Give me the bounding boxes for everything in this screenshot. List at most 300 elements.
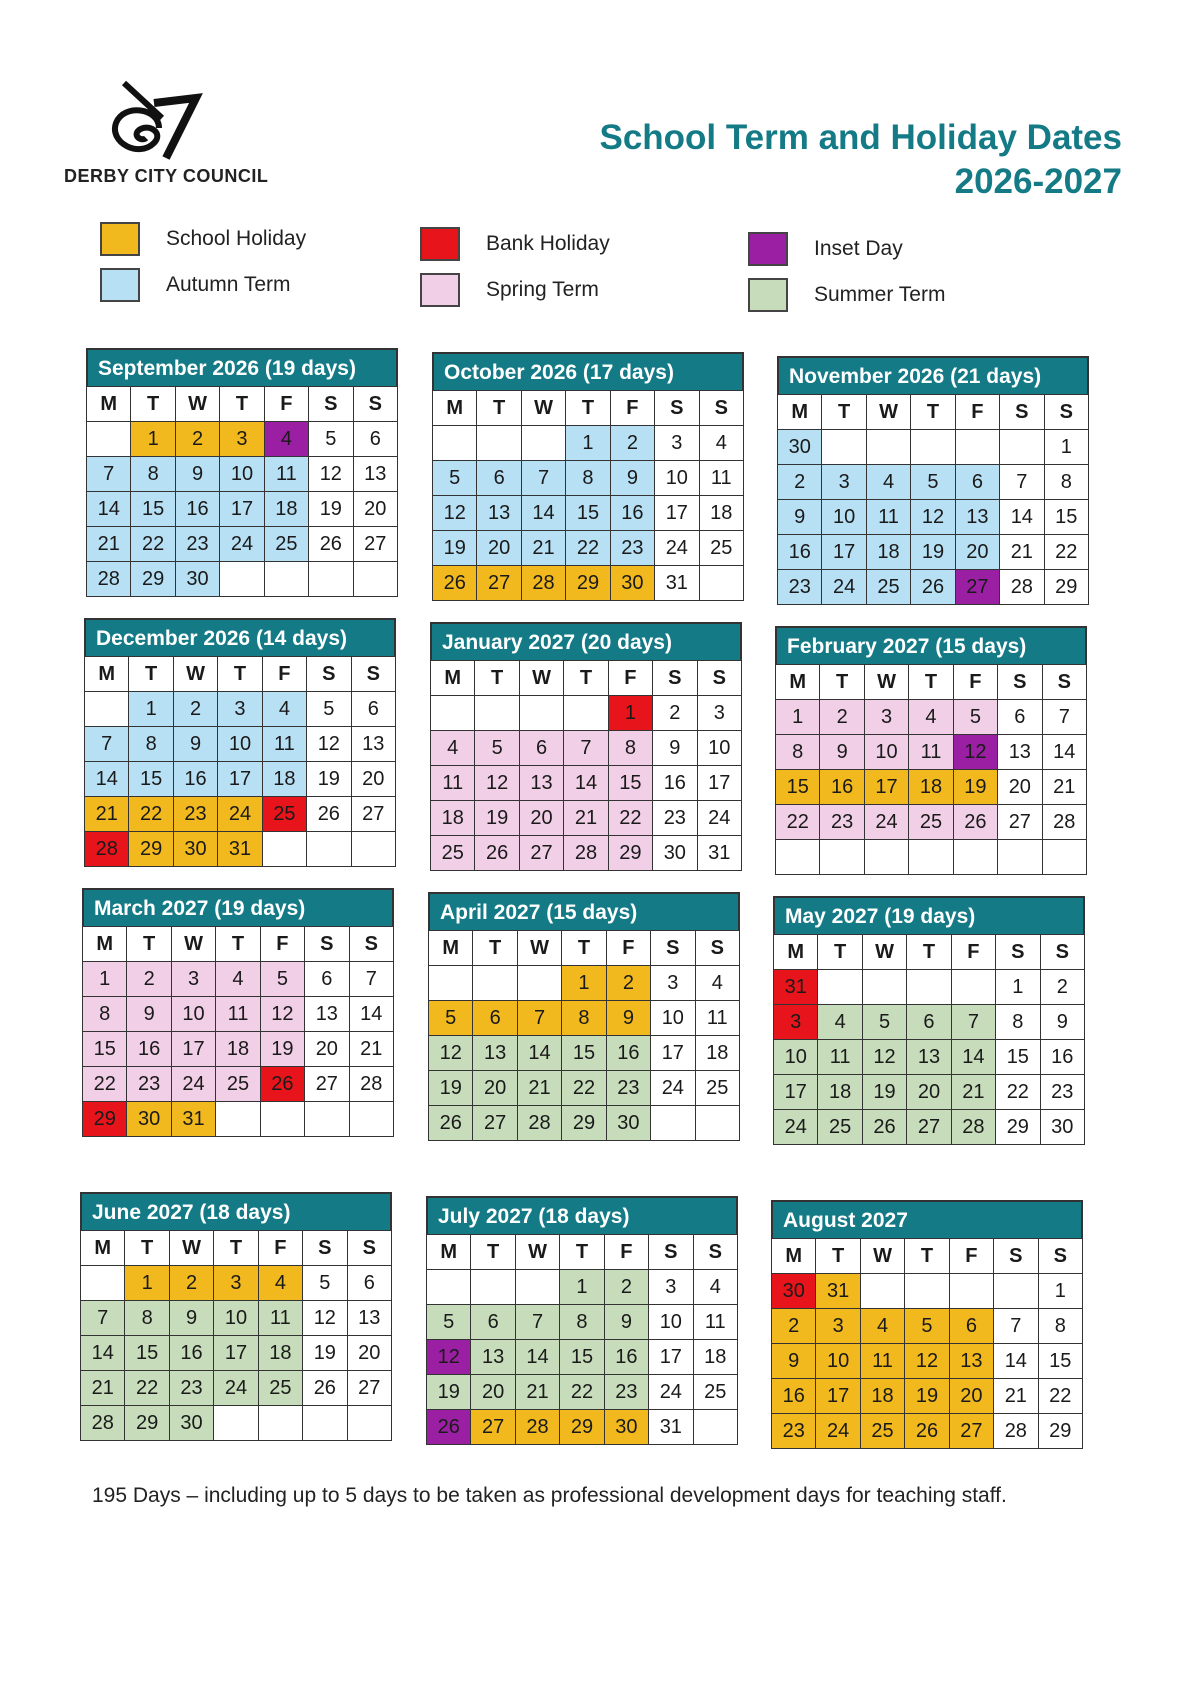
- day-cell: [429, 966, 473, 1001]
- day-cell: 12: [862, 1040, 906, 1075]
- day-cell: 20: [519, 801, 563, 836]
- month-table: [430, 660, 742, 871]
- weekday-header: W: [521, 391, 565, 426]
- day-cell: 18: [909, 770, 953, 805]
- weekday-header: S: [305, 927, 349, 962]
- day-cell: 20: [949, 1379, 993, 1414]
- day-cell: 17: [218, 762, 262, 797]
- day-cell: 17: [864, 770, 908, 805]
- day-cell: 23: [653, 801, 697, 836]
- day-cell: 6: [519, 731, 563, 766]
- day-cell: 26: [307, 797, 351, 832]
- day-cell: [860, 1274, 904, 1309]
- day-cell: 27: [347, 1371, 391, 1406]
- weekday-header: T: [218, 657, 262, 692]
- weekday-header: S: [1040, 935, 1084, 970]
- day-cell: 29: [562, 1106, 606, 1141]
- day-cell: 30: [127, 1102, 171, 1137]
- day-cell: 10: [774, 1040, 818, 1075]
- weekday-header: W: [175, 387, 219, 422]
- month-calendar: [428, 892, 740, 1141]
- day-cell: 9: [175, 457, 219, 492]
- weekday-header: S: [309, 387, 353, 422]
- day-cell: 16: [175, 492, 219, 527]
- week-row: [776, 735, 1087, 770]
- day-cell: 20: [998, 770, 1042, 805]
- day-cell: 9: [169, 1301, 213, 1336]
- day-cell: 23: [610, 531, 654, 566]
- day-cell: 6: [353, 422, 397, 457]
- day-cell: [303, 1406, 347, 1441]
- day-cell: 14: [994, 1344, 1038, 1379]
- day-cell: 26: [475, 836, 519, 871]
- legend-label: Autumn Term: [166, 273, 291, 296]
- legend-inset-day: [748, 232, 903, 266]
- day-cell: 22: [776, 805, 820, 840]
- day-cell: 25: [216, 1067, 260, 1102]
- day-cell: 13: [907, 1040, 951, 1075]
- day-cell: 2: [606, 966, 650, 1001]
- day-cell: 21: [349, 1032, 393, 1067]
- month-title: November 2026 (21 days): [777, 356, 1089, 394]
- day-cell: 6: [351, 692, 395, 727]
- week-row: [433, 496, 744, 531]
- month-title: July 2027 (18 days): [426, 1196, 738, 1234]
- day-cell: 11: [693, 1305, 737, 1340]
- day-cell: 1: [608, 696, 652, 731]
- day-cell: 3: [651, 966, 695, 1001]
- day-cell: 31: [171, 1102, 215, 1137]
- day-cell: 3: [822, 465, 866, 500]
- weekday-header: S: [655, 391, 699, 426]
- day-cell: [431, 696, 475, 731]
- day-cell: 29: [608, 836, 652, 871]
- week-row: [774, 1040, 1085, 1075]
- day-cell: 17: [822, 535, 866, 570]
- day-cell: [427, 1270, 471, 1305]
- week-row: [429, 1036, 740, 1071]
- weekday-header: T: [907, 935, 951, 970]
- day-cell: 3: [774, 1005, 818, 1040]
- day-cell: 19: [309, 492, 353, 527]
- week-row: [776, 805, 1087, 840]
- day-cell: 28: [521, 566, 565, 601]
- day-cell: 31: [218, 832, 262, 867]
- legend-label: Bank Holiday: [486, 232, 610, 255]
- week-row: [85, 762, 396, 797]
- day-cell: 16: [820, 770, 864, 805]
- day-cell: 3: [816, 1309, 860, 1344]
- month-table: [428, 930, 740, 1141]
- council-emblem-icon: [104, 68, 214, 168]
- month-calendar: [777, 356, 1089, 605]
- day-cell: 14: [81, 1336, 125, 1371]
- day-cell: [699, 566, 743, 601]
- week-row: [431, 696, 742, 731]
- day-cell: 4: [860, 1309, 904, 1344]
- weekday-header: W: [862, 935, 906, 970]
- day-cell: 28: [1000, 570, 1044, 605]
- day-cell: 11: [262, 727, 306, 762]
- day-cell: 5: [953, 700, 997, 735]
- day-cell: 7: [564, 731, 608, 766]
- day-cell: 25: [431, 836, 475, 871]
- weekday-header: S: [353, 387, 397, 422]
- day-cell: 7: [517, 1001, 561, 1036]
- weekday-header: W: [519, 661, 563, 696]
- weekday-header: M: [772, 1239, 816, 1274]
- weekday-header: M: [778, 395, 822, 430]
- week-row: [429, 1106, 740, 1141]
- week-row: [776, 770, 1087, 805]
- week-row: [431, 766, 742, 801]
- day-cell: 28: [515, 1410, 559, 1445]
- weekday-header: F: [606, 931, 650, 966]
- day-cell: 14: [517, 1036, 561, 1071]
- day-cell: 7: [1000, 465, 1044, 500]
- day-cell: 24: [220, 527, 264, 562]
- legend-summer-term: [748, 278, 945, 312]
- day-cell: 18: [431, 801, 475, 836]
- day-cell: 27: [949, 1414, 993, 1449]
- day-cell: 12: [303, 1301, 347, 1336]
- day-cell: 5: [862, 1005, 906, 1040]
- day-cell: [905, 1274, 949, 1309]
- week-row: [778, 430, 1089, 465]
- week-row: [772, 1274, 1083, 1309]
- day-cell: 5: [475, 731, 519, 766]
- day-cell: 5: [307, 692, 351, 727]
- day-cell: [85, 692, 129, 727]
- day-cell: 23: [778, 570, 822, 605]
- day-cell: 1: [131, 422, 175, 457]
- day-cell: 24: [214, 1371, 258, 1406]
- day-cell: 12: [427, 1340, 471, 1375]
- day-cell: 2: [173, 692, 217, 727]
- weekday-header: S: [697, 661, 741, 696]
- day-cell: 29: [125, 1406, 169, 1441]
- week-row: [778, 535, 1089, 570]
- month-title: December 2026 (14 days): [84, 618, 396, 656]
- weekday-header: T: [560, 1235, 604, 1270]
- day-cell: 24: [697, 801, 741, 836]
- weekday-header: F: [949, 1239, 993, 1274]
- day-cell: 22: [125, 1371, 169, 1406]
- day-cell: 21: [85, 797, 129, 832]
- day-cell: 26: [862, 1110, 906, 1145]
- day-cell: 18: [866, 535, 910, 570]
- weekday-header: T: [471, 1235, 515, 1270]
- day-cell: 19: [475, 801, 519, 836]
- day-cell: 16: [604, 1340, 648, 1375]
- day-cell: 2: [604, 1270, 648, 1305]
- weekday-header-row: [776, 665, 1087, 700]
- day-cell: 29: [996, 1110, 1040, 1145]
- day-cell: 27: [907, 1110, 951, 1145]
- day-cell: [776, 840, 820, 875]
- day-cell: 15: [129, 762, 173, 797]
- day-cell: 22: [996, 1075, 1040, 1110]
- weekday-header: T: [905, 1239, 949, 1274]
- day-cell: 28: [81, 1406, 125, 1441]
- weekday-header: T: [473, 931, 517, 966]
- week-row: [433, 426, 744, 461]
- weekday-header: M: [429, 931, 473, 966]
- day-cell: 31: [816, 1274, 860, 1309]
- day-cell: [515, 1270, 559, 1305]
- day-cell: 11: [695, 1001, 739, 1036]
- day-cell: 22: [129, 797, 173, 832]
- day-cell: 18: [264, 492, 308, 527]
- day-cell: 28: [994, 1414, 1038, 1449]
- day-cell: 3: [697, 696, 741, 731]
- day-cell: 1: [996, 970, 1040, 1005]
- day-cell: 11: [909, 735, 953, 770]
- legend-label: Summer Term: [814, 283, 946, 306]
- weekday-header: W: [864, 665, 908, 700]
- month-table: [775, 664, 1087, 875]
- weekday-header: T: [216, 927, 260, 962]
- day-cell: 1: [566, 426, 610, 461]
- day-cell: 30: [1040, 1110, 1084, 1145]
- weekday-header: M: [774, 935, 818, 970]
- day-cell: 23: [127, 1067, 171, 1102]
- week-row: [427, 1410, 738, 1445]
- day-cell: [907, 970, 951, 1005]
- day-cell: 20: [305, 1032, 349, 1067]
- weekday-header: T: [214, 1231, 258, 1266]
- day-cell: 5: [905, 1309, 949, 1344]
- weekday-header: F: [955, 395, 999, 430]
- day-cell: 15: [131, 492, 175, 527]
- day-cell: 13: [351, 727, 395, 762]
- day-cell: 30: [653, 836, 697, 871]
- day-cell: 14: [521, 496, 565, 531]
- week-row: [83, 1067, 394, 1102]
- weekday-header: M: [433, 391, 477, 426]
- day-cell: 26: [309, 527, 353, 562]
- day-cell: 26: [429, 1106, 473, 1141]
- day-cell: 22: [1038, 1379, 1082, 1414]
- day-cell: 3: [649, 1270, 693, 1305]
- day-cell: 16: [173, 762, 217, 797]
- day-cell: 9: [820, 735, 864, 770]
- week-row: [85, 832, 396, 867]
- day-cell: 1: [560, 1270, 604, 1305]
- day-cell: 19: [427, 1375, 471, 1410]
- day-cell: 21: [517, 1071, 561, 1106]
- day-cell: 4: [818, 1005, 862, 1040]
- week-row: [776, 840, 1087, 875]
- week-row: [778, 465, 1089, 500]
- day-cell: 30: [169, 1406, 213, 1441]
- week-row: [83, 1102, 394, 1137]
- month-calendar: [86, 348, 398, 597]
- day-cell: 29: [129, 832, 173, 867]
- month-calendar: [426, 1196, 738, 1445]
- legend-label: Inset Day: [814, 237, 903, 260]
- weekday-header: T: [822, 395, 866, 430]
- day-cell: 5: [911, 465, 955, 500]
- day-cell: 16: [653, 766, 697, 801]
- week-row: [431, 836, 742, 871]
- weekday-header: S: [699, 391, 743, 426]
- day-cell: 24: [822, 570, 866, 605]
- weekday-header: W: [171, 927, 215, 962]
- day-cell: 4: [258, 1266, 302, 1301]
- week-row: [774, 1005, 1085, 1040]
- weekday-header: W: [169, 1231, 213, 1266]
- day-cell: 25: [695, 1071, 739, 1106]
- week-row: [81, 1336, 392, 1371]
- day-cell: 29: [83, 1102, 127, 1137]
- day-cell: [521, 426, 565, 461]
- day-cell: [822, 430, 866, 465]
- day-cell: 22: [562, 1071, 606, 1106]
- day-cell: 7: [81, 1301, 125, 1336]
- day-cell: 27: [955, 570, 999, 605]
- weekday-header: W: [173, 657, 217, 692]
- day-cell: [214, 1406, 258, 1441]
- weekday-header: W: [866, 395, 910, 430]
- day-cell: 10: [220, 457, 264, 492]
- day-cell: 11: [818, 1040, 862, 1075]
- day-cell: 7: [1042, 700, 1086, 735]
- day-cell: [473, 966, 517, 1001]
- day-cell: 10: [649, 1305, 693, 1340]
- day-cell: 6: [347, 1266, 391, 1301]
- day-cell: 1: [125, 1266, 169, 1301]
- day-cell: 6: [477, 461, 521, 496]
- day-cell: 24: [774, 1110, 818, 1145]
- month-table: [80, 1230, 392, 1441]
- day-cell: 26: [260, 1067, 304, 1102]
- weekday-header: T: [820, 665, 864, 700]
- day-cell: 15: [83, 1032, 127, 1067]
- day-cell: 15: [608, 766, 652, 801]
- day-cell: 19: [429, 1071, 473, 1106]
- day-cell: 8: [1038, 1309, 1082, 1344]
- day-cell: 24: [218, 797, 262, 832]
- day-cell: 28: [951, 1110, 995, 1145]
- day-cell: 21: [1000, 535, 1044, 570]
- day-cell: 17: [816, 1379, 860, 1414]
- day-cell: 6: [907, 1005, 951, 1040]
- day-cell: 4: [262, 692, 306, 727]
- month-calendar: [432, 352, 744, 601]
- day-cell: 28: [517, 1106, 561, 1141]
- day-cell: 7: [951, 1005, 995, 1040]
- legend-label: School Holiday: [166, 227, 307, 250]
- day-cell: [693, 1410, 737, 1445]
- weekday-header: T: [564, 661, 608, 696]
- day-cell: 14: [87, 492, 131, 527]
- day-cell: 11: [866, 500, 910, 535]
- day-cell: 18: [693, 1340, 737, 1375]
- weekday-header: W: [515, 1235, 559, 1270]
- day-cell: 11: [860, 1344, 904, 1379]
- day-cell: 1: [1038, 1274, 1082, 1309]
- day-cell: 23: [169, 1371, 213, 1406]
- week-row: [772, 1309, 1083, 1344]
- day-cell: 8: [1044, 465, 1088, 500]
- weekday-header-row: [429, 931, 740, 966]
- day-cell: 28: [564, 836, 608, 871]
- month-title: May 2027 (19 days): [773, 896, 1085, 934]
- day-cell: 11: [258, 1301, 302, 1336]
- weekday-header: F: [604, 1235, 648, 1270]
- weekday-header: S: [996, 935, 1040, 970]
- day-cell: 14: [1000, 500, 1044, 535]
- day-cell: 8: [566, 461, 610, 496]
- week-row: [429, 966, 740, 1001]
- day-cell: 16: [606, 1036, 650, 1071]
- week-row: [772, 1379, 1083, 1414]
- day-cell: 7: [521, 461, 565, 496]
- day-cell: 6: [471, 1305, 515, 1340]
- weekday-header-row: [83, 927, 394, 962]
- day-cell: 4: [693, 1270, 737, 1305]
- day-cell: 2: [127, 962, 171, 997]
- legend-swatch-spring-term: [420, 273, 460, 307]
- day-cell: 7: [349, 962, 393, 997]
- week-row: [433, 461, 744, 496]
- week-row: [87, 562, 398, 597]
- day-cell: 12: [309, 457, 353, 492]
- weekday-header: W: [517, 931, 561, 966]
- day-cell: 22: [83, 1067, 127, 1102]
- month-table: [773, 934, 1085, 1145]
- day-cell: 29: [131, 562, 175, 597]
- day-cell: 9: [604, 1305, 648, 1340]
- day-cell: 10: [214, 1301, 258, 1336]
- day-cell: 28: [85, 832, 129, 867]
- day-cell: [305, 1102, 349, 1137]
- day-cell: 6: [998, 700, 1042, 735]
- day-cell: 16: [772, 1379, 816, 1414]
- day-cell: 1: [776, 700, 820, 735]
- month-title: April 2027 (15 days): [428, 892, 740, 930]
- legend-swatch-autumn-term: [100, 268, 140, 302]
- week-row: [81, 1301, 392, 1336]
- day-cell: 25: [258, 1371, 302, 1406]
- day-cell: 20: [347, 1336, 391, 1371]
- day-cell: 26: [953, 805, 997, 840]
- week-row: [83, 1032, 394, 1067]
- day-cell: 12: [475, 766, 519, 801]
- day-cell: 20: [473, 1071, 517, 1106]
- week-row: [433, 566, 744, 601]
- day-cell: 12: [433, 496, 477, 531]
- day-cell: 11: [216, 997, 260, 1032]
- day-cell: 10: [697, 731, 741, 766]
- day-cell: [949, 1274, 993, 1309]
- day-cell: 30: [610, 566, 654, 601]
- weekday-header: F: [953, 665, 997, 700]
- day-cell: 10: [816, 1344, 860, 1379]
- day-cell: 29: [566, 566, 610, 601]
- weekday-header: F: [262, 657, 306, 692]
- weekday-header: T: [127, 927, 171, 962]
- day-cell: 27: [351, 797, 395, 832]
- day-cell: 3: [655, 426, 699, 461]
- week-row: [87, 527, 398, 562]
- day-cell: [262, 832, 306, 867]
- day-cell: 18: [262, 762, 306, 797]
- day-cell: 12: [429, 1036, 473, 1071]
- day-cell: 14: [349, 997, 393, 1032]
- day-cell: 9: [610, 461, 654, 496]
